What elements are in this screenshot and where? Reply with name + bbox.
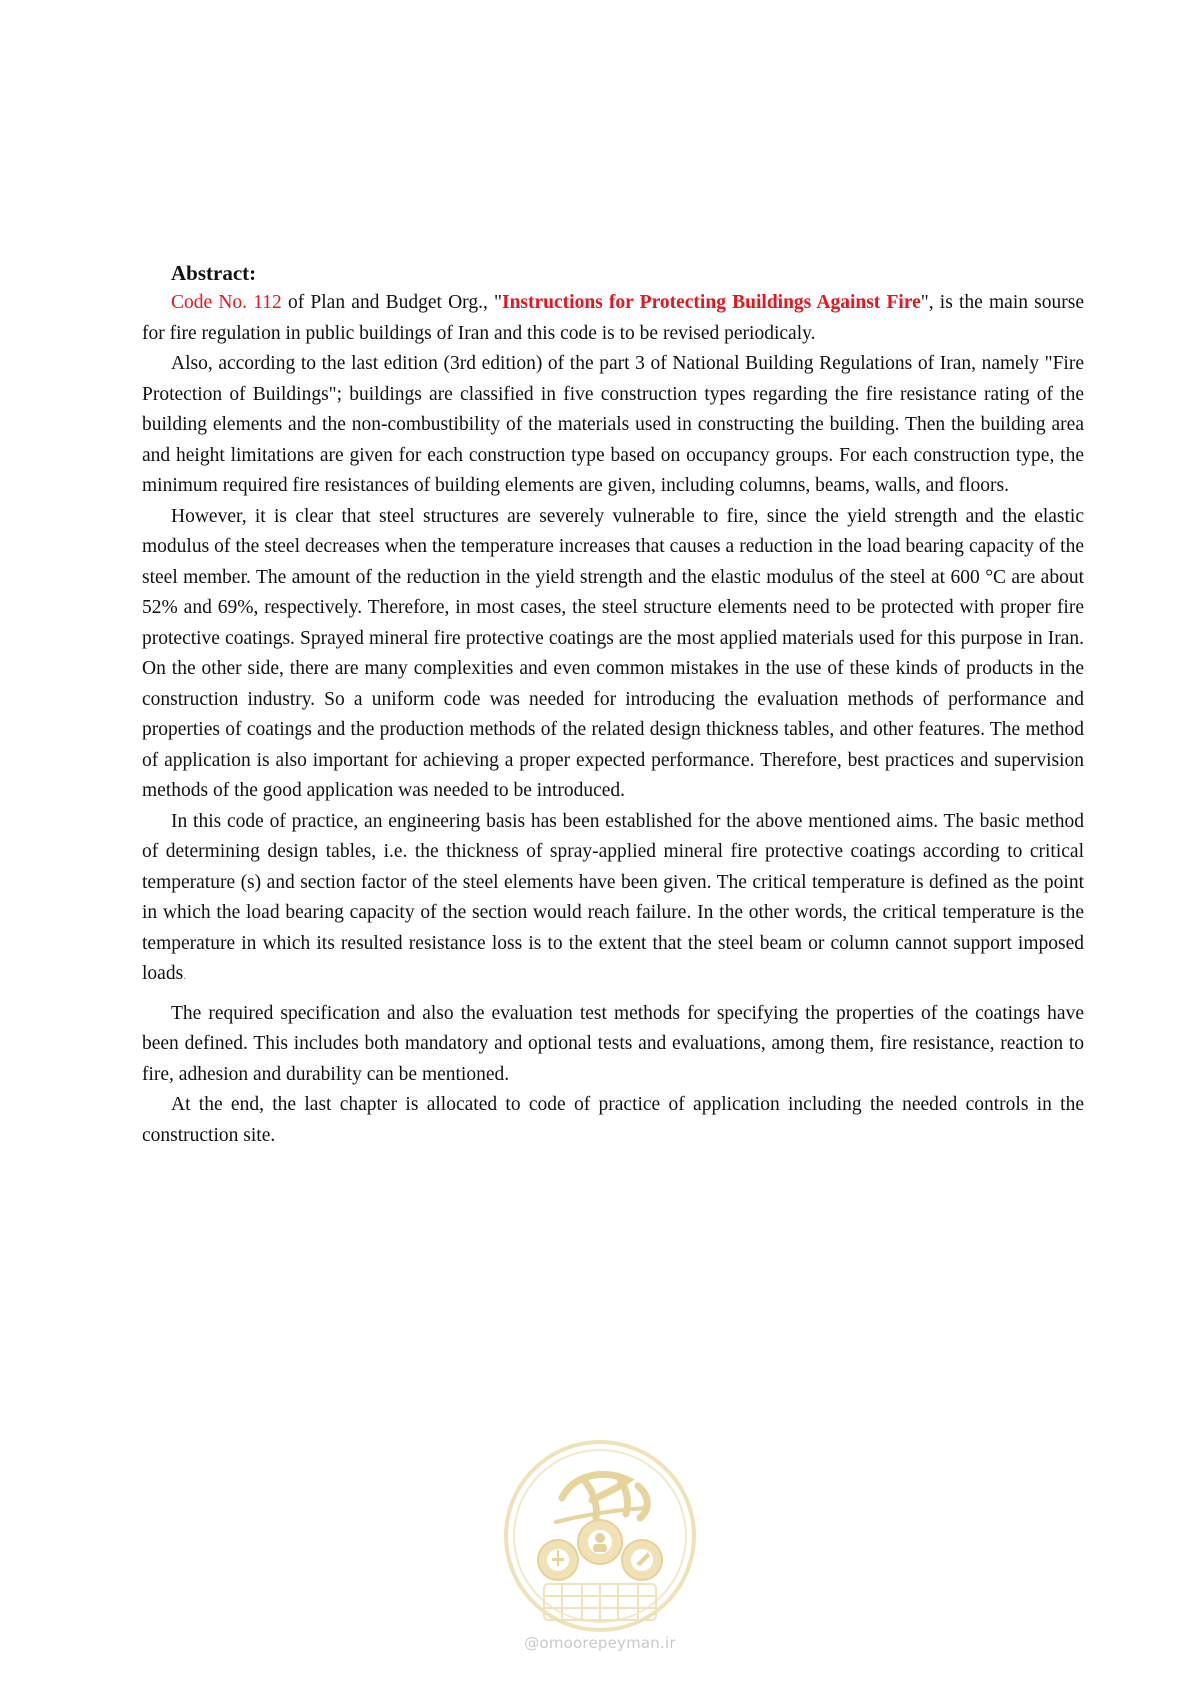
paragraph-6: At the end, the last chapter is allocated to code of practice of application including the needed controls in the construction site. bbox=[142, 1094, 1084, 1146]
abstract-section bbox=[142, 258, 1084, 1151]
abstract-heading: Abstract: bbox=[171, 261, 257, 285]
paragraph-4-end: . bbox=[183, 968, 187, 982]
paragraph-1-text-b: ", is the main sourse for fire regulation in public buildings of Iran and this code is to be revised periodicaly. bbox=[142, 292, 1085, 344]
watermark-emblem-icon bbox=[500, 1436, 700, 1636]
paragraph-4-text: In this code of practice, an engineering basis has been established for the above mentioned aims. The basic method of determining design tables, i.e. the thickness of spray-applied mineral fire protective coatings according to critical temperature (s) and section factor of the steel elements have been given. The critical temperature is defined as the point in which the load bearing capacity of the section would reach failure. In the other words, the critical temperature is the temperature in which its resulted resistance loss is to the extent that the steel beam or column cannot support imposed loads bbox=[142, 810, 1084, 984]
code-reference-link[interactable]: Code No. 112 bbox=[171, 292, 282, 313]
watermark-url: @omoorepeyman.ir bbox=[524, 1634, 676, 1652]
paragraph-1 bbox=[142, 288, 1084, 349]
paragraph-4 bbox=[142, 807, 1084, 991]
paragraph-3: However, it is clear that steel structures are severely vulnerable to fire, since the yield strength and the elastic modulus of the steel decreases when the temperature increases that causes a reduction in the load bearing capacity of the steel member. The amount of the reduction in the yield strength and the elastic modulus of the steel at 600 °C are about 52% and 69%, respectively. Therefore, in most cases, the steel structure elements need to be protected with proper fire protective coatings. Sprayed mineral fire protective coatings are the most applied materials used for this purpose in Iran. On the other side, there are many complexities and even common mistakes in the use of these kinds of products in the construction industry. So a uniform code was needed for introducing the evaluation methods of performance and properties of coatings and the production methods of the related design thickness tables, and other features. The method of application is also important for achieving a proper expected performance. Therefore, best practices and supervision methods of the good application was needed to be introduced. bbox=[142, 505, 1084, 801]
watermark-logo bbox=[500, 1436, 700, 1664]
code-title-link[interactable]: Instructions for Protecting Buildings Against Fire bbox=[501, 292, 921, 313]
paragraph-1-text-a: of Plan and Budget Org., " bbox=[281, 292, 502, 313]
paragraph-2: Also, according to the last edition (3rd edition) of the part 3 of National Building Regulations of Iran, namely "Fire Protection of Buildings"; buildings are classified in five construction types regarding the fire resistance rating of the building elements and the non-combustibility of the materials used in constructing the building. Then the building area and height limitations are given for each construction type based on occupancy groups. For each construction type, the minimum required fire resistances of building elements are given, including columns, beams, walls, and floors. bbox=[142, 353, 1084, 496]
paragraph-5: The required specification and also the evaluation test methods for specifying the properties of the coatings have been defined. This includes both mandatory and optional tests and evaluations, among them, fire resistance, reaction to fire, adhesion and durability can be mentioned. bbox=[142, 1002, 1084, 1085]
